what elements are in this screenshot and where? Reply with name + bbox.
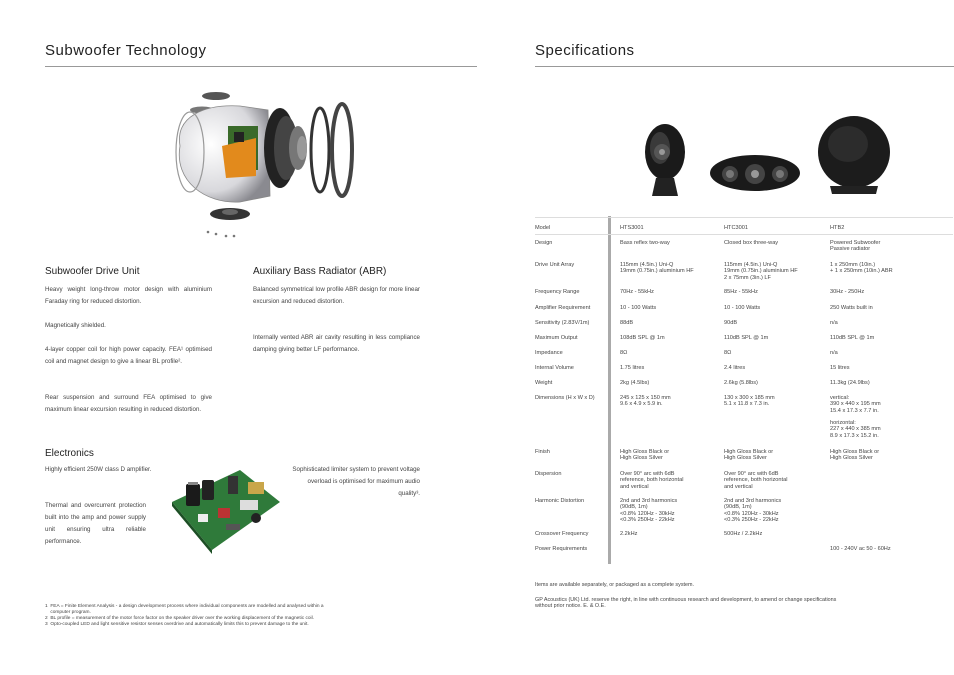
- spec-header-hts3001: HTS3001: [620, 225, 644, 231]
- drive-unit-text-3: 4-layer copper coil for high power capacity. FEA¹ optimised coil and magnet design to give a linear BL profile².: [45, 346, 212, 365]
- spec-hts3001: 1.75 litres: [620, 365, 645, 371]
- spec-htb2: Powered Subwoofer Passive radiator: [830, 240, 881, 253]
- spec-hts3001: 70Hz - 55kHz: [620, 289, 654, 295]
- spec-htc3001: 500Hz / 2.2kHz: [724, 531, 763, 537]
- title-rule-right: [535, 66, 954, 67]
- spec-label: Finish: [535, 449, 550, 455]
- spec-label: Dimensions (H x W x D): [535, 395, 595, 401]
- spec-label: Design: [535, 240, 553, 246]
- page-title-right: Specifications: [535, 42, 635, 59]
- spec-hts3001: 108dB SPL @ 1m: [620, 335, 665, 341]
- spec-header-label: Model: [535, 225, 551, 231]
- spec-htc3001: 8Ω: [724, 350, 732, 356]
- htc3001-image: [708, 152, 802, 194]
- electronics-text-3: Sophisticated limiter system to prevent voltage overload is optimised for maximum audio quality³.: [292, 466, 420, 497]
- hts3001-image: [640, 122, 690, 200]
- spec-hts3001: Bass reflex two-way: [620, 240, 670, 246]
- spec-hts3001: Over 90° arc with 6dB reference, both horizontal and vertical: [620, 471, 684, 490]
- drive-unit-text-4: Rear suspension and surround FEA optimised to give maximum linear excursion resulting in reduced distortion.: [45, 394, 212, 413]
- page-title-left: Subwoofer Technology: [45, 42, 207, 59]
- spec-htb2: n/a: [830, 320, 838, 326]
- drive-unit-text-2: Magnetically shielded.: [45, 322, 106, 329]
- spec-htb2: vertical: 390 x 440 x 195 mm 15.4 x 17.3 x 7.7 in. horizontal: 227 x 440 x 385 mm 8.9 x 17.3 x 15.2 in.: [830, 395, 881, 439]
- spec-hts3001: High Gloss Black or High Gloss Silver: [620, 449, 670, 462]
- footnotes: [45, 604, 445, 628]
- spec-htb2: 11.3kg (24.9lbs): [830, 380, 870, 386]
- amplifier-board-image: [168, 462, 282, 554]
- spec-htc3001: High Gloss Black or High Gloss Silver: [724, 449, 774, 462]
- spec-hts3001: 2.2kHz: [620, 531, 638, 537]
- spec-htc3001: 10 - 100 Watts: [724, 305, 761, 311]
- spec-htc3001: Over 90° arc with 6dB reference, both horizontal and vertical: [724, 471, 788, 490]
- spec-label: Drive Unit Array: [535, 262, 575, 268]
- spec-label: Maximum Output: [535, 335, 578, 341]
- abr-text-2: Internally vented ABR air cavity resulting in less compliance damping giving better LF performance.: [253, 334, 420, 353]
- disclaimer-note: GP Acoustics (UK) Ltd. reserve the right, in line with continuous research and development, to amend or change specifications without prior notice. E. & O.E.: [535, 597, 837, 609]
- abr-heading: Auxiliary Bass Radiator (ABR): [253, 266, 387, 277]
- availability-note: Items are available separately, or packaged as a complete system.: [535, 582, 695, 588]
- spec-hts3001: 115mm (4.5in.) Uni-Q 19mm (0.75in.) aluminium HF: [620, 262, 694, 275]
- spec-htb2: High Gloss Black or High Gloss Silver: [830, 449, 880, 462]
- spec-htb2: 1 x 250mm (10in.) + 1 x 250mm (10in.) ABR: [830, 262, 893, 275]
- spec-label: Amplifier Requirement: [535, 305, 591, 311]
- spec-htc3001: 110dB SPL @ 1m: [724, 335, 769, 341]
- footnote-1: 1 FEA = Finite Element Analysis - a design development process where individual components are modelled and analysed within a: [45, 604, 324, 609]
- spec-htb2: 250 Watts built in: [830, 305, 873, 311]
- spec-hts3001: 245 x 125 x 150 mm 9.6 x 4.9 x 5.9 in.: [620, 395, 671, 408]
- electronics-text-1: Highly efficient 250W class D amplifier.: [45, 466, 152, 473]
- spec-htc3001: 2.4 litres: [724, 365, 746, 371]
- spec-htc3001: 2.6kg (5.8lbs): [724, 380, 758, 386]
- spec-column-bar: [608, 216, 611, 564]
- electronics-heading: Electronics: [45, 448, 94, 459]
- spec-hts3001: 8Ω: [620, 350, 628, 356]
- drive-unit-heading: Subwoofer Drive Unit: [45, 266, 140, 277]
- spec-htc3001: Closed box three-way: [724, 240, 779, 246]
- spec-hts3001: 2kg (4.5lbs): [620, 380, 650, 386]
- spec-htb2: 30Hz - 250Hz: [830, 289, 865, 295]
- spec-hts3001: 88dB: [620, 320, 634, 326]
- spec-label: Impedance: [535, 350, 563, 356]
- spec-htc3001: 90dB: [724, 320, 738, 326]
- drive-unit-text-1: Heavy weight long-throw motor design with aluminium Faraday ring for reduced distortion.: [45, 286, 212, 305]
- abr-text-1: Balanced symmetrical low profile ABR design for more linear excursion and reduced distortion.: [253, 286, 420, 305]
- spec-label: Crossover Frequency: [535, 531, 589, 537]
- title-rule-left: [45, 66, 477, 67]
- spec-htb2: 100 - 240V ac 50 - 60Hz: [830, 546, 891, 552]
- spec-label: Internal Volume: [535, 365, 574, 371]
- spec-hts3001: 2nd and 3rd harmonics (90dB, 1m) <0.8% 120Hz - 30kHz <0.3% 250Hz - 22kHz: [620, 498, 678, 523]
- footnote-2: 2 BL profile = measurement of the motor force factor on the speaker driver over the working displacement of the magnetic coil.: [45, 616, 314, 621]
- footnote-3: 3 Opto-coupled LED and light sensitive resistor senses overdrive and automatically limits this to prevent damage to the unit.: [45, 622, 309, 627]
- spec-label: Weight: [535, 380, 553, 386]
- spec-htb2: 110dB SPL @ 1m: [830, 335, 875, 341]
- spec-htc3001: 85Hz - 55kHz: [724, 289, 758, 295]
- spec-label: Dispersion: [535, 471, 562, 477]
- spec-hts3001: 10 - 100 Watts: [620, 305, 657, 311]
- spec-htc3001: 130 x 300 x 185 mm 5.1 x 11.8 x 7.3 in.: [724, 395, 775, 408]
- htb2-image: [816, 114, 892, 196]
- spec-label: Sensitivity (2.83V/1m): [535, 320, 590, 326]
- spec-htc3001: 115mm (4.5in.) Uni-Q 19mm (0.75in.) aluminium HF 2 x 75mm (3in.) LF: [724, 262, 798, 281]
- spec-htc3001: 2nd and 3rd harmonics (90dB, 1m) <0.8% 120Hz - 30kHz <0.3% 250Hz - 22kHz: [724, 498, 782, 523]
- spec-label: Power Requirements: [535, 546, 588, 552]
- electronics-text-2: Thermal and overcurrent protection built into the amp and power supply unit ensuring ultra reliable performance.: [45, 502, 146, 545]
- footnote-1-cont: computer program.: [45, 610, 91, 615]
- spec-htb2: 15 litres: [830, 365, 850, 371]
- spec-header-htb2: HTB2: [830, 225, 845, 231]
- spec-label: Harmonic Distortion: [535, 498, 585, 504]
- spec-htb2: n/a: [830, 350, 838, 356]
- exploded-subwoofer-image: [160, 86, 360, 246]
- spec-label: Frequency Range: [535, 289, 580, 295]
- spec-header-htc3001: HTC3001: [724, 225, 748, 231]
